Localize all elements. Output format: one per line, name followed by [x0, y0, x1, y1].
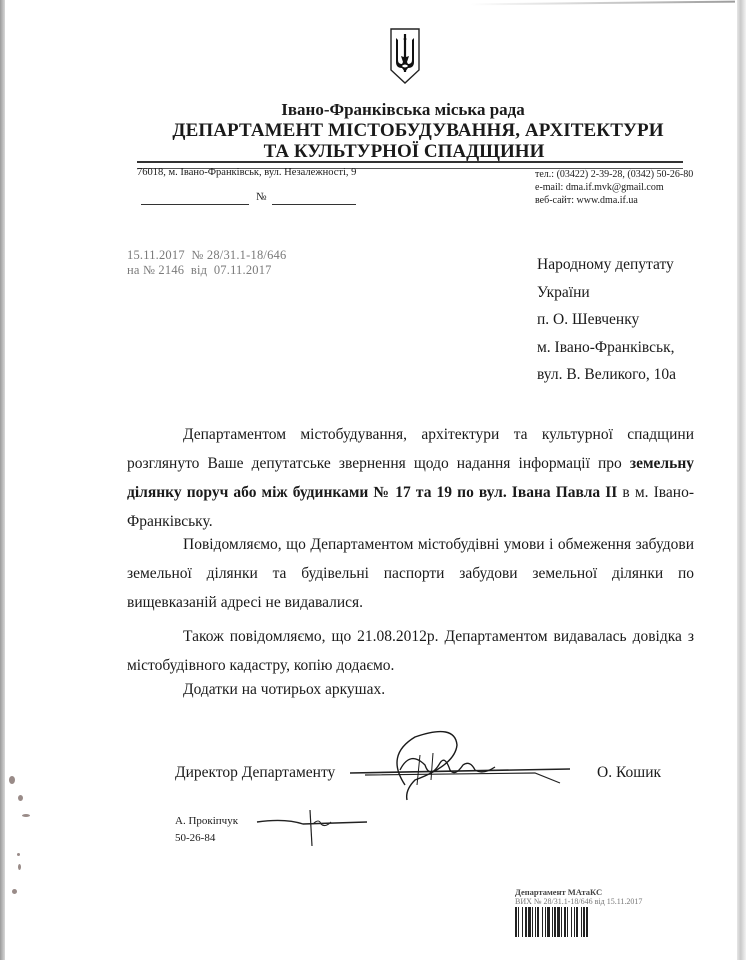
paragraph-text: Департаментом містобудування, архітектури та культурної спадщини розглянуто Ваше депутатське звернення щодо надання інформації про [127, 426, 694, 472]
trident-coat-of-arms-icon [388, 26, 422, 86]
outgoing-number: 15.11.2017 № 28/31.1-18/646 [127, 248, 287, 262]
scan-speck [22, 814, 30, 817]
city-council-name: Івано-Франківська міська рада [281, 100, 525, 119]
body-paragraph-3: Також повідомляємо, що 21.08.2012р. Департаментом видавалась довідка з містобудівного кадастру, копію додаємо. [127, 628, 694, 674]
date-blank-line [141, 204, 249, 205]
barcode-bar [586, 907, 588, 937]
scan-streak [470, 1, 735, 6]
body-paragraph-4: Додатки на чотирьох аркушах. [183, 681, 386, 698]
addressee-block [537, 251, 676, 389]
registration-number [127, 248, 286, 278]
addressee-line: вул. В. Великого, 10а [537, 366, 677, 383]
land-plot-description: земельну ділянку поруч або між будинками № 17 та 19 по вул. Івана Павла ІІ [127, 455, 694, 501]
scan-speck [17, 853, 20, 856]
website-text: веб-сайт: www.dma.if.ua [535, 195, 638, 206]
handwritten-signature [345, 725, 575, 805]
body-paragraph-2: Повідомляємо, що Департаментом містобудівні умови і обмеження забудови земельної ділянки та будівельні паспорти забудови земельної ділянки по вищевказаній адресі не видавалися. [127, 536, 694, 611]
number-blank-line [272, 204, 356, 205]
addressee-line: м. Івано-Франківськ, [537, 338, 675, 356]
addressee-line: Народному депутату [537, 256, 674, 273]
department-address: 76018, м. Івано-Франківськ, вул. Незалежності, 9 [137, 167, 357, 178]
department-name-line1: ДЕПАРТАМЕНТ МІСТОБУДУВАННЯ, АРХІТЕКТУРИ [172, 120, 664, 141]
addressee-line: України [537, 283, 590, 301]
barcode [515, 907, 680, 937]
department-contacts [535, 168, 693, 207]
outgoing-barcode-stamp [515, 888, 680, 948]
executor-phone: 50-26-84 [175, 832, 216, 844]
body-paragraph-1 [127, 420, 694, 536]
paragraph-text: в м. Івано-Франківську. [127, 484, 694, 530]
email-text: e-mail: dma.if.mvk@gmail.com [535, 182, 664, 193]
executor-name: А. Прокіпчук [175, 815, 239, 827]
department-name-line2: ТА КУЛЬТУРНОЇ СПАДЩИНИ [263, 141, 545, 162]
scan-speck [18, 864, 21, 870]
incoming-reference: на № 2146 від 07.11.2017 [127, 263, 272, 277]
signer-name: О. Кошик [597, 764, 662, 781]
addressee-line: п. О. Шевченку [537, 311, 640, 328]
signer-title: Директор Департаменту [175, 764, 336, 781]
scan-speck [18, 795, 23, 801]
scan-speck [9, 776, 15, 784]
phone-text: тел.: (03422) 2-39-28, (0342) 50-26-80 [535, 169, 694, 180]
number-sign: № [256, 191, 267, 203]
stamp-reference: ВИХ № 28/31.1-18/646 від 15.11.2017 [515, 897, 643, 906]
scan-speck [12, 889, 17, 894]
executor-initials [255, 808, 370, 848]
stamp-department: Департамент МАтаКС [515, 887, 603, 897]
